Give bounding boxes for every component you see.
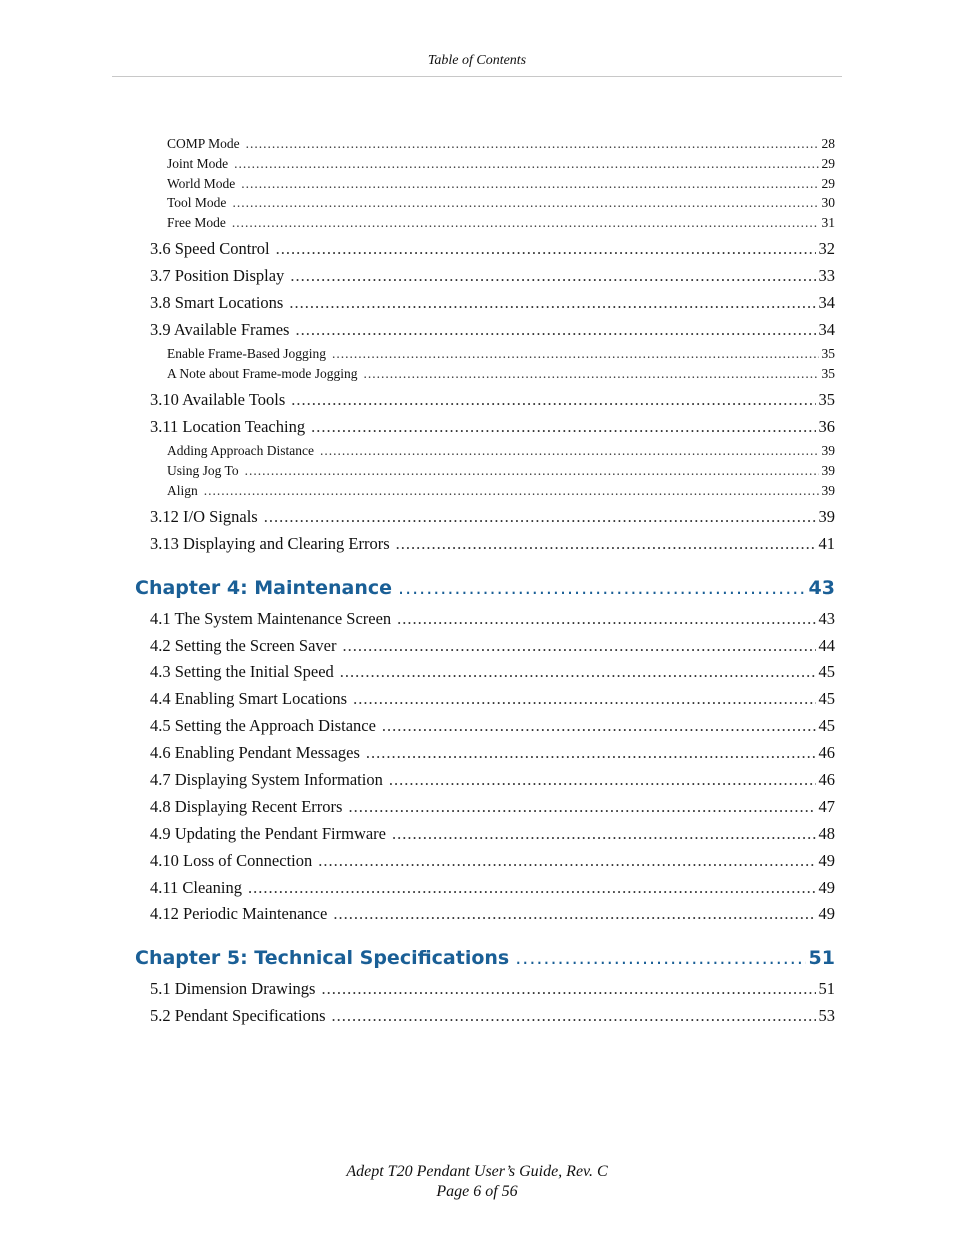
toc-entry-label: Using Jog To bbox=[167, 463, 239, 478]
toc-entry-3-11[interactable] bbox=[150, 417, 835, 439]
toc-entry-label: 5.2 Pendant Specifications bbox=[150, 1006, 326, 1025]
dot-leader bbox=[241, 176, 818, 192]
toc-entry-page: 46 bbox=[818, 770, 835, 789]
toc-chapter-4[interactable] bbox=[135, 577, 835, 603]
toc-entry-label: 3.8 Smart Locations bbox=[150, 293, 284, 312]
toc-entry-4-5[interactable] bbox=[150, 716, 835, 738]
toc-entry-3-7[interactable] bbox=[150, 266, 835, 288]
dot-leader bbox=[311, 417, 815, 437]
dot-leader bbox=[289, 293, 815, 313]
toc-entry-page: 31 bbox=[821, 215, 835, 230]
toc-entry-label: Adding Approach Distance bbox=[167, 443, 314, 458]
toc-entry-page: 33 bbox=[818, 266, 835, 285]
dot-leader bbox=[290, 266, 815, 286]
dot-leader bbox=[398, 577, 806, 599]
toc-entry-3-8[interactable] bbox=[150, 293, 835, 315]
toc-entry-label: 3.11 Location Teaching bbox=[150, 417, 306, 436]
dot-leader bbox=[295, 320, 815, 340]
toc-entry-label: 4.10 Loss of Connection bbox=[150, 851, 313, 870]
toc-entry-page: 49 bbox=[818, 904, 835, 923]
toc-entry-page: 35 bbox=[821, 346, 835, 361]
toc-entry-page: 49 bbox=[818, 851, 835, 870]
toc-entry-4-4[interactable] bbox=[150, 689, 835, 711]
toc-entry-label: 5.1 Dimension Drawings bbox=[150, 979, 316, 998]
toc-entry-page: 35 bbox=[821, 366, 835, 381]
toc-entry-joint-mode[interactable] bbox=[167, 156, 835, 174]
toc-entry-4-6[interactable] bbox=[150, 743, 835, 765]
toc-entry-page: 51 bbox=[818, 979, 835, 998]
dot-leader bbox=[246, 136, 819, 152]
toc-entry-label: 4.3 Setting the Initial Speed bbox=[150, 662, 334, 681]
page-header: Table of Contents bbox=[427, 53, 527, 68]
toc-entry-page: 45 bbox=[818, 662, 835, 681]
toc-entry-page: 30 bbox=[821, 195, 835, 210]
toc-entry-4-11[interactable] bbox=[150, 878, 835, 900]
toc-entry-4-9[interactable] bbox=[150, 824, 835, 846]
dot-leader bbox=[248, 878, 816, 898]
toc-entry-label: 3.9 Available Frames bbox=[150, 320, 290, 339]
toc-entry-label: COMP Mode bbox=[167, 136, 240, 151]
toc-entry-label: 4.11 Cleaning bbox=[150, 878, 242, 897]
toc-entry-tool-mode[interactable] bbox=[167, 195, 835, 213]
toc-entry-page: 53 bbox=[818, 1006, 835, 1025]
toc-entry-label: Free Mode bbox=[167, 215, 226, 230]
dot-leader bbox=[245, 463, 819, 479]
toc-entry-label: 4.5 Setting the Approach Distance bbox=[150, 716, 376, 735]
dot-leader bbox=[348, 797, 815, 817]
toc-entry-page: 39 bbox=[818, 507, 835, 526]
toc-entry-label: Align bbox=[167, 483, 198, 498]
toc-entry-jog-to[interactable] bbox=[167, 463, 835, 481]
toc-entry-label: 3.6 Speed Control bbox=[150, 239, 270, 258]
dot-leader bbox=[397, 609, 815, 629]
toc-entry-world-mode[interactable] bbox=[167, 176, 835, 194]
toc-entry-page: 49 bbox=[818, 878, 835, 897]
toc-entry-4-1[interactable] bbox=[150, 609, 835, 631]
toc-entry-align[interactable] bbox=[167, 483, 835, 501]
toc-entry-page: 46 bbox=[818, 743, 835, 762]
footer-guide-title: Adept T20 Pendant User’s Guide, Rev. C bbox=[346, 1163, 608, 1180]
dot-leader bbox=[515, 947, 805, 969]
toc-entry-label: 4.7 Displaying System Information bbox=[150, 770, 383, 789]
toc-entry-page: 48 bbox=[818, 824, 835, 843]
toc-entry-page: 32 bbox=[818, 239, 835, 258]
header-divider bbox=[112, 76, 842, 77]
toc-entry-page: 29 bbox=[821, 156, 835, 171]
toc-entry-page: 35 bbox=[818, 390, 835, 409]
toc-entry-3-12[interactable] bbox=[150, 507, 835, 529]
toc-entry-label: Joint Mode bbox=[167, 156, 229, 171]
toc-entry-5-2[interactable] bbox=[150, 1006, 835, 1028]
toc-entry-label: 3.7 Position Display bbox=[150, 266, 285, 285]
dot-leader bbox=[332, 1006, 816, 1026]
toc-entry-approach-distance[interactable] bbox=[167, 443, 835, 461]
toc-entry-page: 36 bbox=[818, 417, 835, 436]
dot-leader bbox=[318, 851, 815, 871]
dot-leader bbox=[396, 534, 816, 554]
toc-entry-frame-based-jogging[interactable] bbox=[167, 346, 835, 364]
toc-entry-free-mode[interactable] bbox=[167, 215, 835, 233]
toc-entry-page: 34 bbox=[818, 320, 835, 339]
toc-entry-page: 45 bbox=[818, 716, 835, 735]
dot-leader bbox=[363, 366, 818, 382]
toc-entry-label: 3.13 Displaying and Clearing Errors bbox=[150, 534, 390, 553]
toc-entry-page: 39 bbox=[821, 443, 835, 458]
dot-leader bbox=[320, 443, 819, 459]
toc-entry-label: A Note about Frame-mode Jogging bbox=[167, 366, 358, 381]
toc-entry-3-10[interactable] bbox=[150, 390, 835, 412]
toc-entry-page: 45 bbox=[818, 689, 835, 708]
toc-entry-4-8[interactable] bbox=[150, 797, 835, 819]
toc-entry-frame-mode-note[interactable] bbox=[167, 366, 835, 384]
toc-entry-4-3[interactable] bbox=[150, 662, 835, 684]
toc-entry-page: 28 bbox=[821, 136, 835, 151]
chapter-title: Chapter 5: Technical Specifications bbox=[135, 947, 510, 969]
toc-entry-label: 4.8 Displaying Recent Errors bbox=[150, 797, 343, 816]
toc-entry-page: 34 bbox=[818, 293, 835, 312]
toc-entry-page: 47 bbox=[818, 797, 835, 816]
toc-entry-label: Enable Frame-Based Jogging bbox=[167, 346, 326, 361]
footer-page-number: Page 6 of 56 bbox=[436, 1183, 518, 1200]
toc-entry-5-1[interactable] bbox=[150, 979, 835, 1001]
dot-leader bbox=[321, 979, 815, 999]
toc-chapter-5[interactable] bbox=[135, 947, 835, 973]
dot-leader bbox=[276, 239, 816, 259]
dot-leader bbox=[232, 195, 818, 211]
toc-entry-comp-mode[interactable] bbox=[167, 136, 835, 154]
dot-leader bbox=[264, 507, 816, 527]
toc-entry-page: 43 bbox=[818, 609, 835, 628]
dot-leader bbox=[366, 743, 816, 763]
dot-leader bbox=[389, 770, 816, 790]
dot-leader bbox=[234, 156, 818, 172]
toc-entry-4-10[interactable] bbox=[150, 851, 835, 873]
dot-leader bbox=[353, 689, 815, 709]
toc-entry-3-13[interactable] bbox=[150, 534, 835, 556]
chapter-title: Chapter 4: Maintenance bbox=[135, 577, 393, 599]
toc-entry-3-6[interactable] bbox=[150, 239, 835, 261]
toc-entry-label: World Mode bbox=[167, 176, 236, 191]
dot-leader bbox=[232, 215, 819, 231]
toc-entry-page: 41 bbox=[818, 534, 835, 553]
toc-entry-label: 4.12 Periodic Maintenance bbox=[150, 904, 328, 923]
dot-leader bbox=[291, 390, 815, 410]
dot-leader bbox=[332, 346, 819, 362]
dot-leader bbox=[340, 662, 816, 682]
toc-entry-page: 39 bbox=[821, 463, 835, 478]
toc-entry-4-2[interactable] bbox=[150, 636, 835, 658]
dot-leader bbox=[392, 824, 816, 844]
toc-entry-label: 4.6 Enabling Pendant Messages bbox=[150, 743, 360, 762]
dot-leader bbox=[382, 716, 816, 736]
toc-entry-label: Tool Mode bbox=[167, 195, 227, 210]
toc-entry-3-9[interactable] bbox=[150, 320, 835, 342]
dot-leader bbox=[343, 636, 816, 656]
chapter-page: 51 bbox=[808, 947, 835, 969]
toc-entry-label: 4.2 Setting the Screen Saver bbox=[150, 636, 337, 655]
toc-entry-page: 29 bbox=[821, 176, 835, 191]
toc-entry-page: 39 bbox=[821, 483, 835, 498]
toc-entry-label: 4.1 The System Maintenance Screen bbox=[150, 609, 392, 628]
toc-entry-label: 4.4 Enabling Smart Locations bbox=[150, 689, 348, 708]
toc-entry-page: 44 bbox=[818, 636, 835, 655]
toc-entry-label: 3.12 I/O Signals bbox=[150, 507, 258, 526]
dot-leader bbox=[204, 483, 819, 499]
toc-entry-label: 4.9 Updating the Pendant Firmware bbox=[150, 824, 386, 843]
toc-entry-label: 3.10 Available Tools bbox=[150, 390, 286, 409]
chapter-page: 43 bbox=[808, 577, 835, 599]
toc-entry-4-7[interactable] bbox=[150, 770, 835, 792]
toc-entry-4-12[interactable] bbox=[150, 904, 835, 926]
dot-leader bbox=[333, 904, 815, 924]
